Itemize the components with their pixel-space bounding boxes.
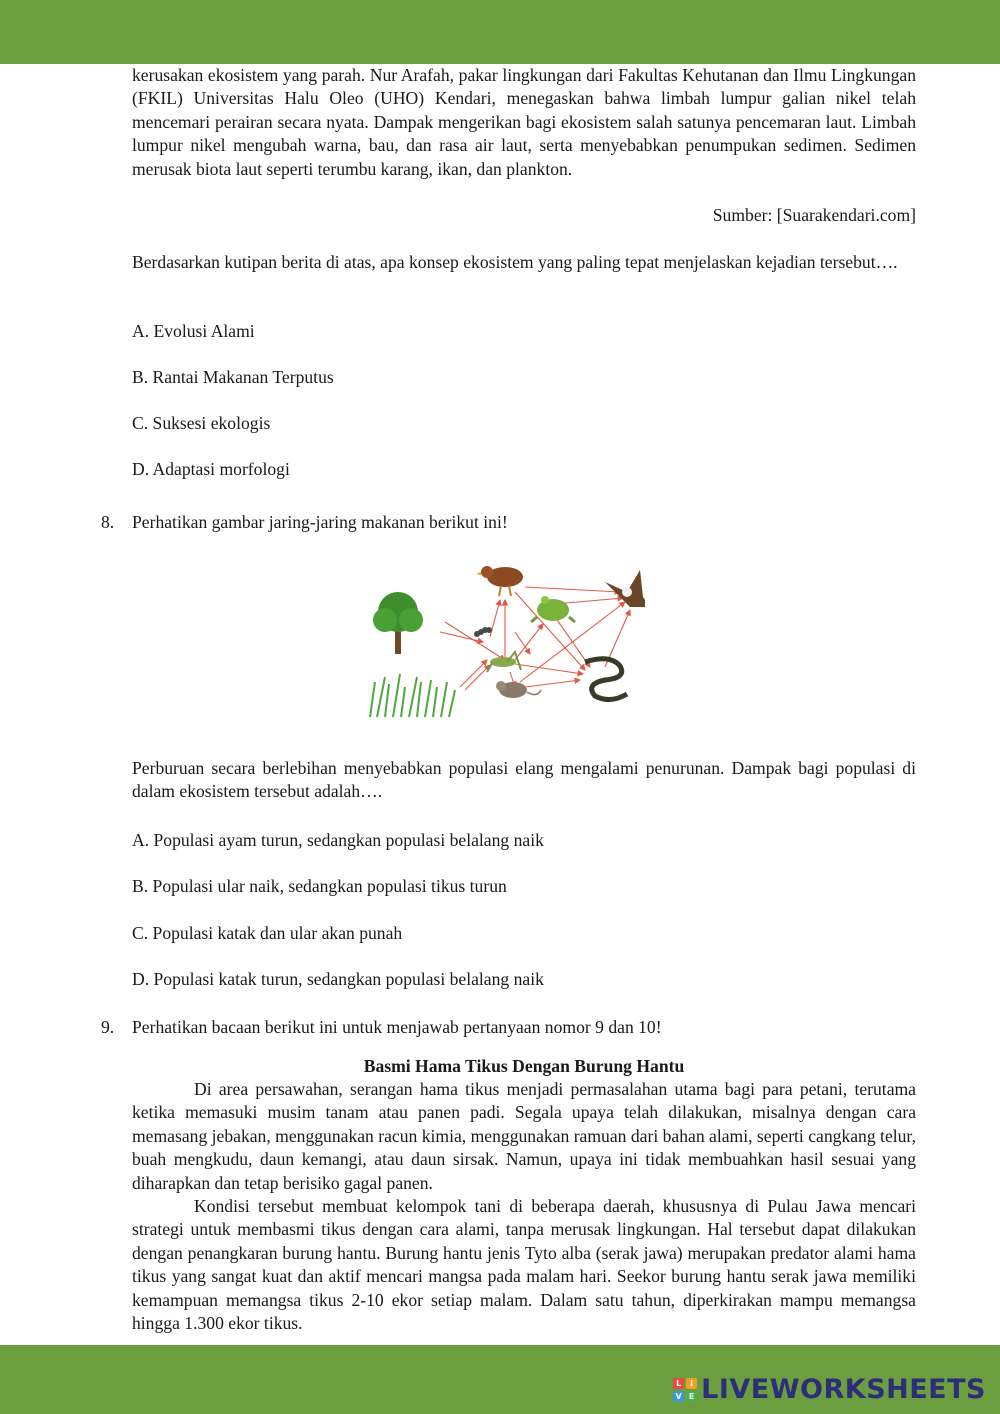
frog-icon — [531, 596, 575, 622]
caterpillar-icon — [474, 627, 492, 637]
liveworksheets-logo-icon: L I V E — [673, 1378, 697, 1402]
question-8-text: Perburuan secara berlebihan menyebabkan populasi elang mengalami penurunan. Dampak bagi populasi di dalam ekosistem tersebut adalah…. — [132, 758, 916, 802]
q7-option-d[interactable]: D. Adaptasi morfologi — [132, 459, 290, 479]
eagle-icon — [605, 570, 645, 607]
question-9-prompt: Perhatikan bacaan berikut ini untuk menjawab pertanyaan nomor 9 dan 10! — [132, 1017, 662, 1037]
q7-option-b[interactable]: B. Rantai Makanan Terputus — [132, 367, 334, 387]
question-8-number: 8. — [101, 512, 115, 532]
q8-option-b[interactable]: B. Populasi ular naik, sedangkan populasi tikus turun — [132, 876, 507, 896]
tree-icon — [373, 592, 423, 654]
liveworksheets-brand[interactable] — [673, 1375, 986, 1405]
grass-icon — [370, 674, 455, 717]
q8-option-c[interactable]: C. Populasi katak dan ular akan punah — [132, 923, 403, 943]
reading-paragraph-2: Kondisi tersebut membuat kelompok tani di beberapa daerah, khususnya di Pulau Jawa mencari strategi untuk membasmi tikus dengan cara alami, tanpa merusak lingkungan. Hal tersebut dapat dilakukan dengan penangkaran burung hantu. Burung hantu jenis Tyto alba (serak jawa) merupakan predator alami hama tikus yang sangat kuat dan aktif mencari mangsa pada malam hari. Seekor burung hantu serak jawa memiliki kemampuan memangsa tikus 2-10 ekor setiap malam. Dalam satu tahun, diperkirakan mampu memangsa hingga 1.300 ekor tikus. — [132, 1196, 916, 1334]
question-9-number: 9. — [101, 1017, 115, 1037]
news-source: Sumber: [Suarakendari.com] — [712, 205, 916, 225]
question-8-prompt: Perhatikan gambar jaring-jaring makanan berikut ini! — [132, 512, 508, 532]
reading-title: Basmi Hama Tikus Dengan Burung Hantu — [363, 1056, 685, 1076]
q7-option-c[interactable]: C. Suksesi ekologis — [132, 413, 271, 433]
q8-option-d[interactable]: D. Populasi katak turun, sedangkan populasi belalang naik — [132, 969, 544, 989]
question-7-text: Berdasarkan kutipan berita di atas, apa konsep ekosistem yang paling tepat menjelaskan kejadian tersebut…. — [132, 252, 898, 272]
top-banner — [0, 0, 1000, 64]
food-web-image — [365, 562, 645, 720]
q7-option-a[interactable]: A. Evolusi Alami — [132, 321, 255, 341]
food-web-arrows — [440, 587, 630, 690]
brand-name: LIVEWORKSHEETS — [701, 1374, 986, 1405]
reading-paragraph-1: Di area persawahan, serangan hama tikus menjadi permasalahan utama bagi para petani, terutama ketika memasuki musim tanam atau panen padi. Segala upaya telah dilakukan, misalnya dengan cara memasang jebakan, menggunakan racun kimia, menggunakan ramuan dari bahan alami, seperti cangkang telur, buah mengkudu, daun kemangi, atau daun sirsak. Namun, upaya ini tidak membuahkan hasil sesuai yang diharapkan dan tetap berisiko gagal panen. — [132, 1079, 916, 1193]
mouse-icon — [496, 681, 541, 698]
news-excerpt: kerusakan ekosistem yang parah. Nur Arafah, pakar lingkungan dari Fakultas Kehutanan dan Ilmu Lingkungan (FKIL) Universitas Halu Oleo (UHO) Kendari, menegaskan bahwa limbah lumpur galian nikel telah mencemari perairan secara nyata. Dampak mengerikan bagi ekosistem salah satunya pencemaran laut. Limbah lumpur nikel mengubah warna, bau, dan rasa air laut, serta menyebabkan penumpukan sedimen. Sedimen merusak biota laut seperti terumbu karang, ikan, dan plankton. — [132, 65, 916, 179]
chicken-icon — [476, 566, 523, 596]
grasshopper-icon — [487, 652, 521, 672]
q8-option-a[interactable]: A. Populasi ayam turun, sedangkan populasi belalang naik — [132, 830, 544, 850]
